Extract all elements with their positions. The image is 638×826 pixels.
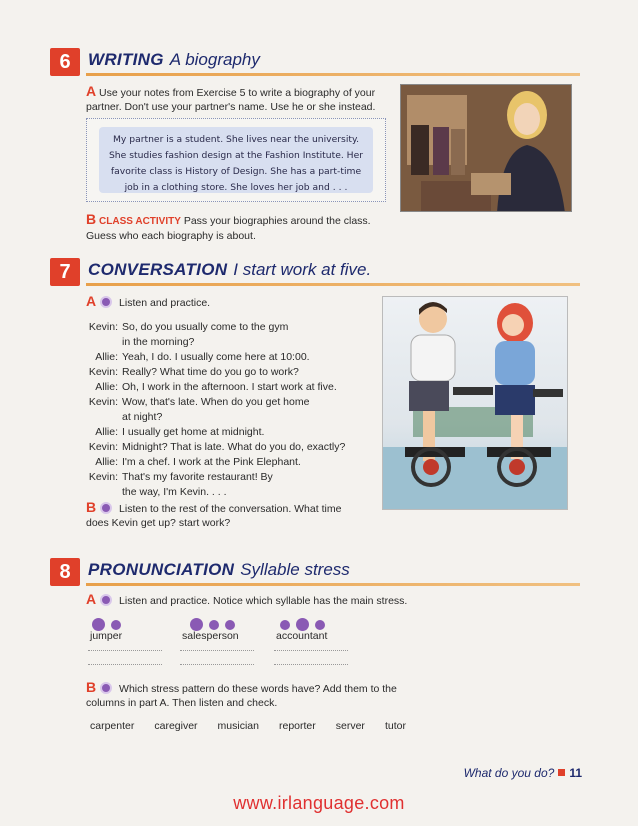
page-number: 11 xyxy=(569,766,582,780)
audio-icon[interactable] xyxy=(100,594,112,606)
footer-square-icon xyxy=(558,769,565,776)
audio-icon[interactable] xyxy=(100,682,112,694)
section-number: 8 xyxy=(50,558,80,586)
dialogue-line: Allie: I usually get home at midnight. xyxy=(95,426,265,438)
dialogue-line: Kevin: So, do you usually come to the gym xyxy=(88,321,289,333)
audio-icon[interactable] xyxy=(100,296,112,308)
section-pronunciation-header xyxy=(50,558,580,588)
syllable-dot xyxy=(209,620,219,630)
answer-line[interactable] xyxy=(274,650,348,651)
word-bank xyxy=(90,720,406,732)
conversation-part-a: A Listen and practice. xyxy=(86,293,211,309)
dialogue-line: in the morning? xyxy=(122,336,195,348)
conversation-part-b: B Listen to the rest of the conversation. What time does Kevin get up? start work? xyxy=(86,499,342,529)
example-word: salesperson xyxy=(182,630,239,642)
word-item: reporter xyxy=(278,720,316,732)
syllable-dot xyxy=(315,620,325,630)
biography-box xyxy=(86,118,386,202)
word-item: carpenter xyxy=(90,720,135,732)
word-item: caregiver xyxy=(154,720,198,732)
pronunciation-part-a: A Listen and practice. Notice which syllable has the main stress. xyxy=(86,591,408,607)
word-item: tutor xyxy=(384,720,406,732)
gym-illustration xyxy=(382,296,568,510)
audio-icon[interactable] xyxy=(100,502,112,514)
section-title: WRITING A biography xyxy=(88,50,260,69)
section-rule xyxy=(86,583,580,586)
dialogue-line: Kevin: Midnight? That is late. What do you do, exactly? xyxy=(88,441,346,453)
dialogue-line: Kevin: That's my favorite restaurant! By xyxy=(88,471,273,483)
section-rule xyxy=(86,283,580,286)
section-number: 6 xyxy=(50,48,80,76)
section-title: PRONUNCIATION Syllable stress xyxy=(88,560,350,579)
example-word: accountant xyxy=(276,630,328,642)
syllable-dot xyxy=(111,620,121,630)
page-footer xyxy=(464,766,582,780)
watermark-url[interactable]: www.irlanguage.com xyxy=(233,793,405,813)
section-rule xyxy=(86,73,580,76)
dialogue-line: Allie: Yeah, I do. I usually come here at 10:00. xyxy=(95,351,310,363)
section-conversation-header xyxy=(50,258,580,288)
word-item: server xyxy=(335,720,365,732)
answer-line[interactable] xyxy=(88,650,162,651)
word-item: musician xyxy=(217,720,259,732)
dialogue-line: Allie: Oh, I work in the afternoon. I start work at five. xyxy=(95,381,337,393)
dialogue xyxy=(76,320,366,500)
dialogue-line: at night? xyxy=(122,411,163,423)
answer-line[interactable] xyxy=(88,664,162,665)
answer-line[interactable] xyxy=(180,650,254,651)
example-word: jumper xyxy=(90,630,123,642)
syllable-dot xyxy=(280,620,290,630)
clothing-store-photo xyxy=(400,84,572,212)
dialogue-line: the way, I'm Kevin. . . . xyxy=(122,486,227,498)
writing-part-a: A Use your notes from Exercise 5 to write a biography of your partner. Don't use your partner's name. Use he or she instead. xyxy=(86,83,376,113)
dialogue-line: Kevin: Wow, that's late. When do you get home xyxy=(88,396,310,408)
writing-part-b: B CLASS ACTIVITY Pass your biographies around the class. Guess who each biography is about. xyxy=(86,211,371,242)
footer-text: What do you do? xyxy=(463,766,555,780)
section-title: CONVERSATION I start work at five. xyxy=(88,260,372,279)
dialogue-line: Kevin: Really? What time do you go to work? xyxy=(88,366,299,378)
section-writing-header xyxy=(50,48,580,78)
answer-line[interactable] xyxy=(274,664,348,665)
dialogue-line: Allie: I'm a chef. I work at the Pink Elephant. xyxy=(95,456,301,468)
syllable-dot xyxy=(225,620,235,630)
pronunciation-part-b: B Which stress pattern do these words have? Add them to the columns in part A. Then listen and check. xyxy=(86,679,397,709)
answer-line[interactable] xyxy=(180,664,254,665)
section-number: 7 xyxy=(50,258,80,286)
biography-text: My partner is a student. She lives near the university. She studies fashion design at the Fashion Institute. Her favorite class is History of Design. She has a part-time job in a clothing store. She loves her job and . . . xyxy=(99,127,373,193)
